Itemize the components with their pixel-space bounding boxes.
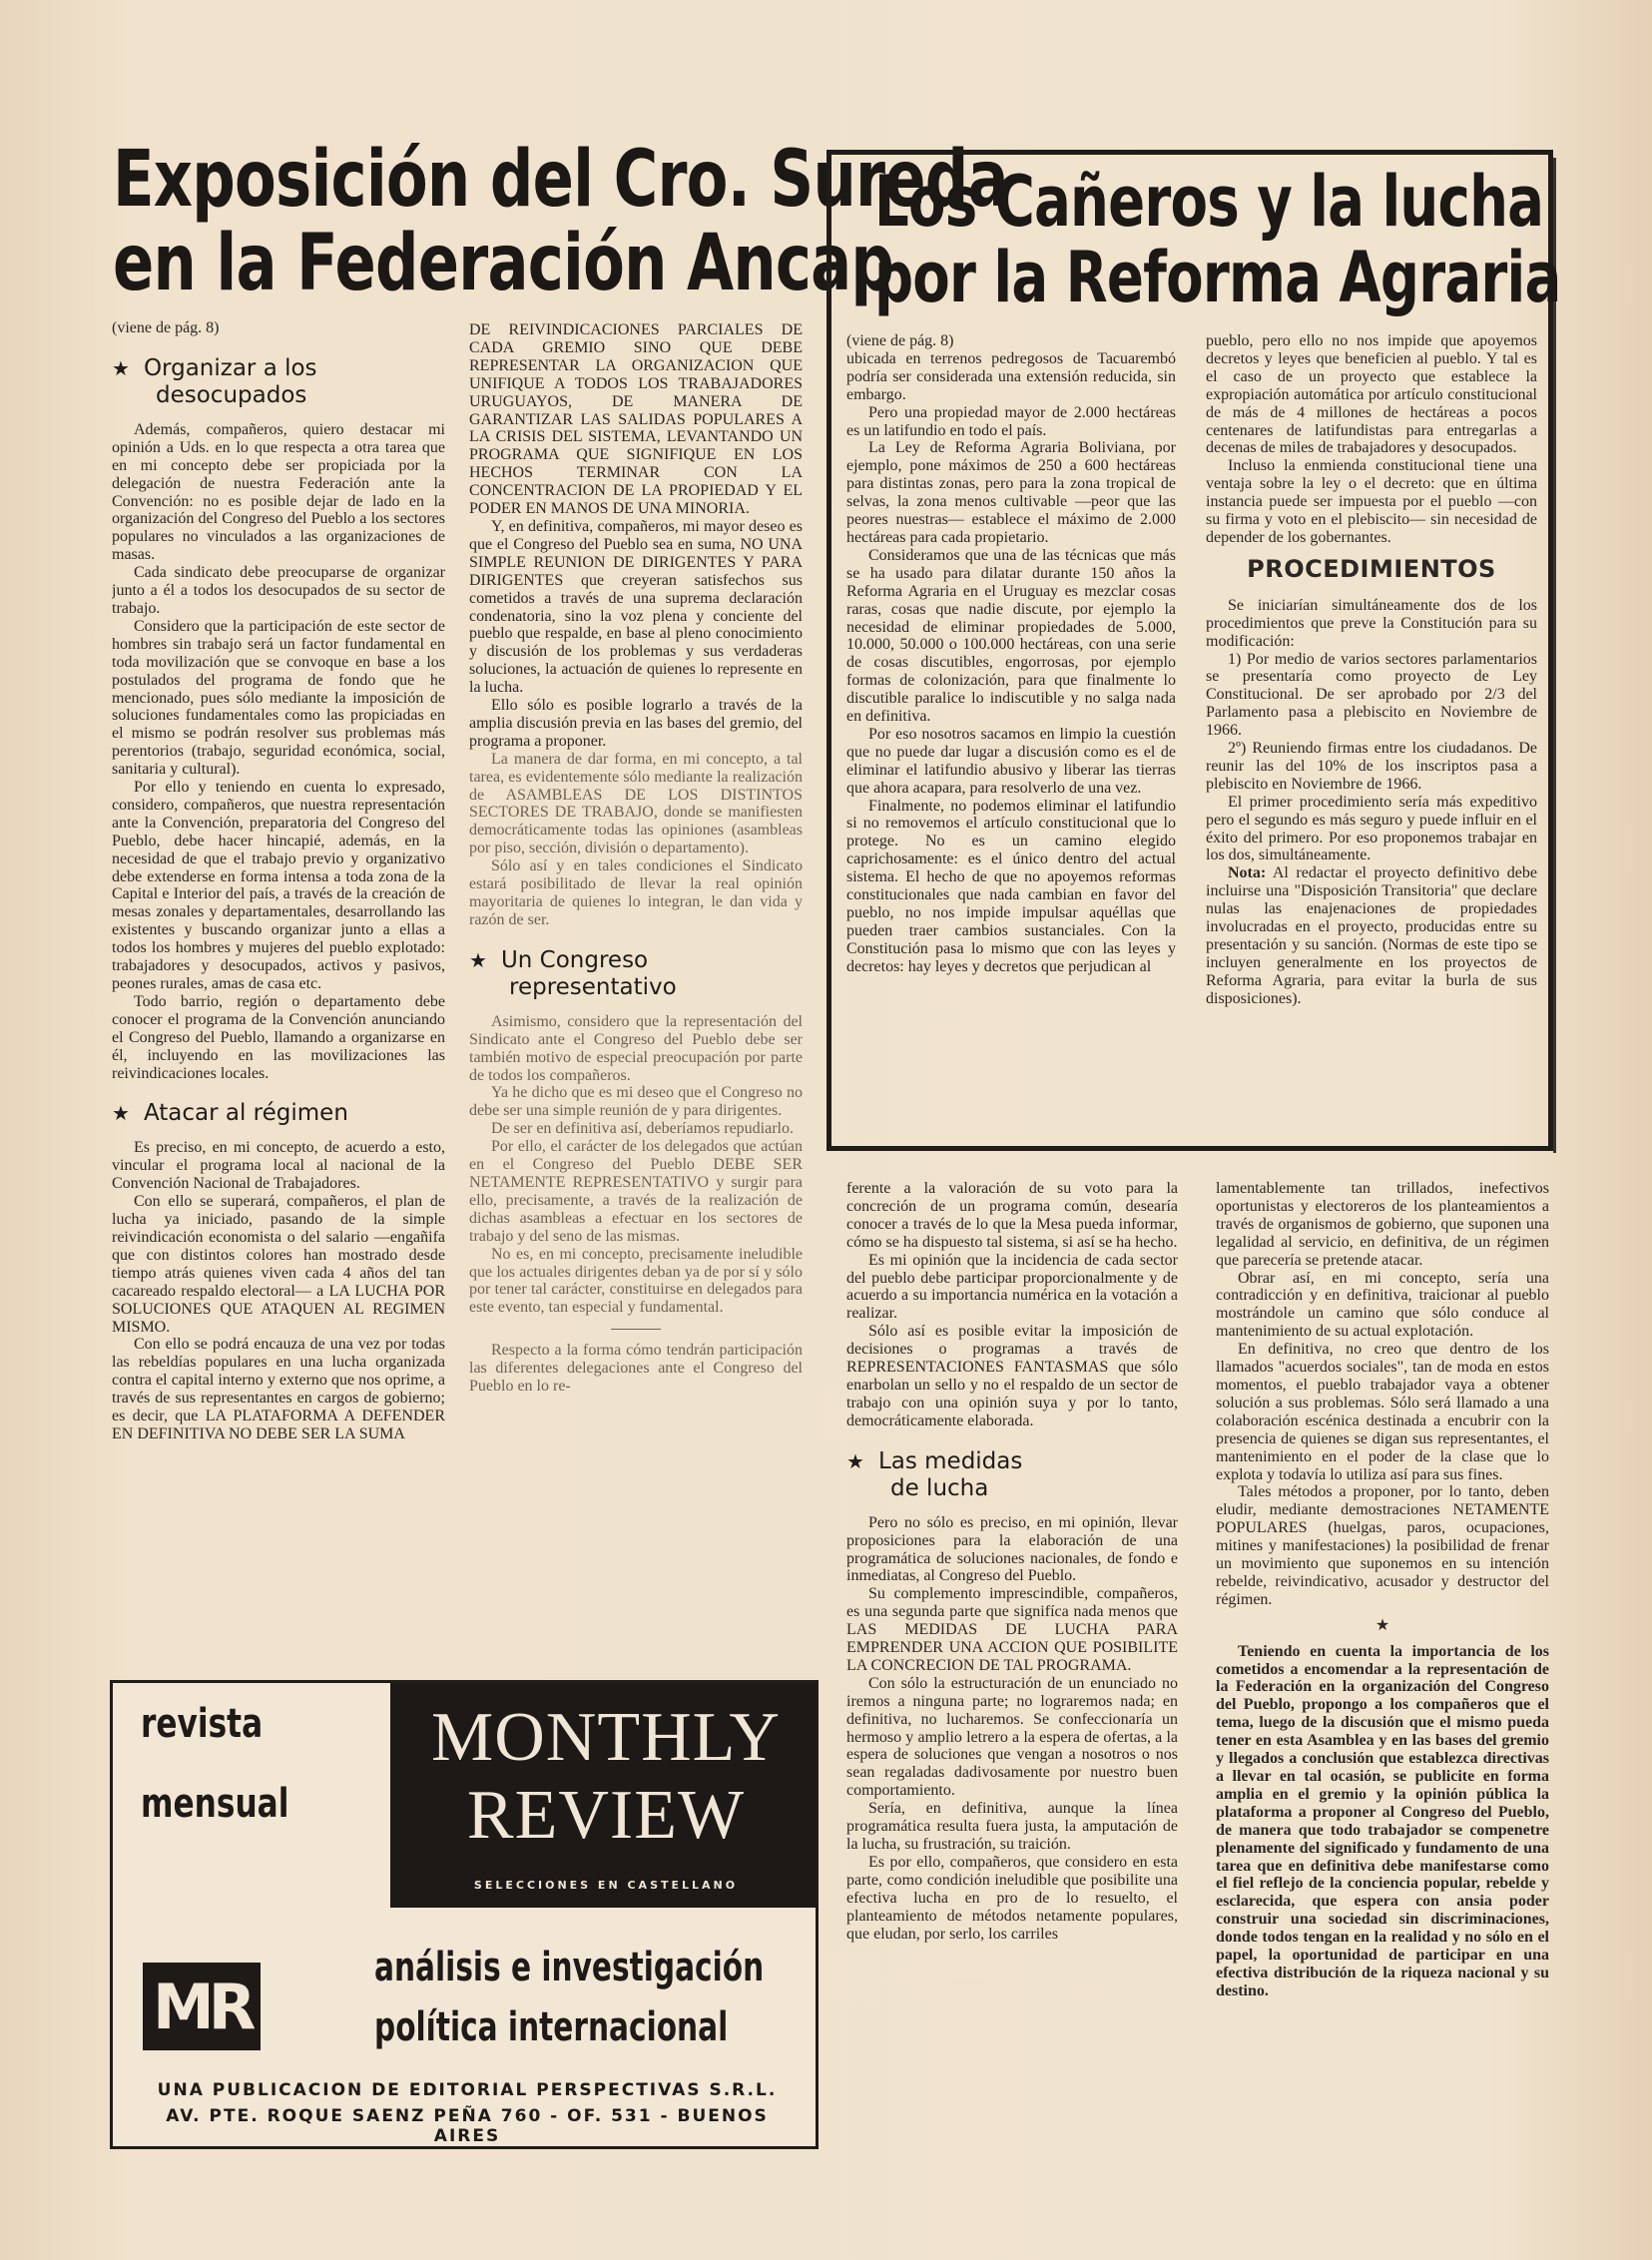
paragraph: Es preciso, en mi concepto, de acuerdo a esto, vincular el programa local al nacional de la Convención Nacional de Trabajadores.: [112, 1139, 445, 1193]
ad-selecciones: SELECCIONES EN CASTELLANO: [473, 1879, 739, 1892]
left-article-column-4: [1216, 1180, 1549, 2178]
paragraph: Con sólo la estructuración de un enunciado no iremos a ninguna parte; no lograremos nada; en definitiva, no lucharemos. Se confeccionaría un hermoso y amplio letrero a la espera de ofertas, a la espera de soluciones que vengan a nosotros o nos sean regaladas dadivosamente por nuestro buen comportamiento.: [846, 1674, 1178, 1800]
paragraph: Finalmente, no podemos eliminar el latifundio si no removemos el artículo constitucional que lo protege. No es un camino elegido caprichosamente: es el único dentro del actual sistema. El hecho de que no apoyemos reformas constitucionales que nada cambian en favor del pueblo, no nos impide impulsar aquéllas que pueden traer cambios sustanciales. Con la Constitución pasa lo mismo que con las leyes y decretos: hay leyes y decretos que perjudican al: [846, 797, 1176, 975]
left-title-line2: en la Federación Ancap: [113, 219, 894, 309]
paragraph: Además, compañeros, quiero destacar mi opinión a Uds. en lo que respecta a otra tarea que en mi concepto debe ser propiciada por la delegación de nuestra Federación ante la Convención: no es posible dejar de lado en la organización del Congreso del Pueblo a los sectores populares no vinculados a las organizaciones de masas.: [112, 420, 445, 564]
paragraph: Y, en definitiva, compañeros, mi mayor deseo es que el Congreso del Pueblo sea en suma, NO UNA SIMPLE REUNION DE DIRIGENTES Y PARA DIRIGENTES que creyeran satisfechos sus cometidos a través de una suprema declaración condenatoria, sino la voz plena y conciente del pueblo que respalde, en base al pleno conocimiento y discusión de los problemas y sus verdaderas soluciones, la actuación de quienes lo represente en la lucha.: [469, 517, 803, 697]
paragraph: Tales métodos a proponer, por lo tanto, deben eludir, mediante demostraciones NETAMENTE POPULARES (huelgas, paros, ocupaciones, mitines y manifestaciones) la posibilidad de frenar un movimiento que suponemos en su intención rebelde, reivindicativo, acusador y destructor del régimen.: [1216, 1483, 1549, 1608]
procedimientos-heading: PROCEDIMIENTOS: [1247, 554, 1496, 583]
left-article-column-3: [846, 1180, 1178, 2178]
paragraph: Asimismo, considero que la representación del Sindicato ante el Congreso del Pueblo debe ser también motivo de especial preocupación por parte de todos los compañeros.: [469, 1012, 803, 1084]
paragraph: Es mi opinión que la incidencia de cada sector del pueblo debe participar proporcionalmente y de acuerdo a su importancia numérica en la votación a realizar.: [846, 1251, 1178, 1323]
paragraph: Respecto a la forma cómo tendrán participación las diferentes delegaciones ante el Congreso del Pueblo en lo re-: [469, 1342, 803, 1396]
mr-logo: MR: [143, 1963, 261, 2050]
right-article-title: [874, 161, 1561, 318]
paragraph: Incluso la enmienda constitucional tiene una ventaja sobre la ley o el decreto: que en última instancia puede ser impuesta por el pueblo —con su firma y voto en el plebiscito— sin necesidad de depender de los gobernantes.: [1206, 457, 1537, 546]
right-title-line1: Los Cañeros y la lucha: [874, 161, 1544, 243]
paragraph: Nota: Al redactar el proyecto definitivo debe incluirse una "Disposición Transitoria" que declare nulas las enajenaciones de propiedades involucradas en el proyecto, producidas entre su presentación y su sanción. (Normas de este tipo se incluyen generalmente en los proyectos de Reforma Agraria, para evitar la burla de sus disposiciones).: [1206, 864, 1537, 1007]
paragraph: Sólo así es posible evitar la imposición de decisiones o programas a través de REPRESENTACIONES FANTASMAS que sólo enarbolan un sello y no el respaldo de un sector de trabajo con una opinión suya y por lo tanto, democráticamente elaborada.: [846, 1323, 1178, 1429]
paragraph: Sólo así y en tales condiciones el Sindicato estará posibilitado de llevar la real opinión mayoritaria de quienes lo integran, le dan vida y razón de ser.: [469, 857, 803, 928]
continuation-note: (viene de pág. 8): [846, 332, 954, 349]
paragraph: ferente a la valoración de su voto para la concreción de un programa común, desearía conocer a través de lo que la Mesa pueda informar, cómo se ha dispuesto tal sistema, si así se ha hecho.: [846, 1180, 1178, 1251]
ad-revista: revista: [141, 1701, 264, 1747]
ad-review: REVIEW: [466, 1777, 746, 1854]
paragraph: Pero no sólo es preciso, en mi opinión, llevar proposiciones para la elaboración de una programática de soluciones nacionales, de fondo e inmediatas, al Congreso del Pueblo.: [846, 1513, 1178, 1585]
paragraph: Consideramos que una de las técnicas que más se ha usado para dilatar durante 150 años la Reforma Agraria en el Uruguay es mezclar cosas raras, cosas que nadie discute, por ejemplo la necesidad de eliminar propiedades de 5.000, 10.000, 50.000 o 100.000 hectáreas, con una serie de cosas discutibles, engorrosas, por ejemplo formas de colonización, para que finalmente lo discutible paralice lo indiscutible y no salga nada en definitiva.: [846, 546, 1176, 726]
ad-monthly: MONTHLY: [431, 1699, 781, 1776]
monthly-review-advertisement: [110, 1680, 819, 2149]
paragraph: 2º) Reuniendo firmas entre los ciudadanos. De reunir las del 10% de los inscriptos pasa a plebiscito en Noviembre de 1966.: [1206, 740, 1537, 793]
right-title-line2: por la Reforma Agraria: [874, 236, 1561, 318]
star-icon: ★: [469, 947, 487, 972]
subheading-congreso: ★ Un Congreso representativo: [469, 946, 677, 1000]
ad-politica: política internacional: [374, 2004, 729, 2050]
paragraph: Cada sindicato debe preocuparse de organizar junto a él a todos los desocupados de su sector de trabajo.: [112, 564, 445, 617]
star-icon: ★: [112, 355, 130, 380]
paragraph: pueblo, pero ello no nos impide que apoyemos decretos y leyes que beneficien al pueblo. Y tal es el caso de un proyecto que establece la expropiación automática por artículo constitucional de más de 4 millones de hectáreas a pocos centenares de latifundistas para entregarlas a decenas de miles de trabajadores y desocupados.: [1206, 332, 1537, 457]
star-icon: ★: [112, 1101, 130, 1126]
paragraph: Su complemento imprescindible, compañeros, es una segunda parte que signifíca nada menos que LAS MEDIDAS DE LUCHA PARA EMPRENDER UNA ACCION QUE POSIBILITE LA CONCRECION DE TAL PROGRAMA.: [846, 1585, 1178, 1674]
ad-mensual: mensual: [141, 1781, 289, 1827]
paragraph: La manera de dar forma, en mi concepto, a tal tarea, es evidentemente sólo mediante la realización de ASAMBLEAS DE LOS DISTINTOS SECTORES DE TRABAJO, donde se manifiesten democráticamente todas las opiniones (asambleas por piso, sección, división o departamento).: [469, 750, 803, 857]
separator-rule: [611, 1329, 661, 1330]
paragraph: El primer procedimiento sería más expeditivo pero el segundo es más seguro y puede influir en el éxito del primero. Por eso proponemos trabajar en los dos, simultáneamente.: [1206, 793, 1537, 864]
paragraph: La Ley de Reforma Agraria Boliviana, por ejemplo, pone máximos de 250 a 600 hectáreas para distintas zonas, pero para la zona tropical de selvas, la zona menos cultivable —peor que las peores nuestras— establece el máximo de 2.000 hectáreas para cada propietario.: [846, 439, 1176, 546]
paragraph: Sería, en definitiva, aunque la línea programática resulta fuera justa, la amputación de la lucha, su frustración, su traición.: [846, 1800, 1178, 1853]
paragraph: Es por ello, compañeros, que considero en esta parte, como condición ineludible que posibilite una efectiva lucha en pro de lo resuelto, el planteamiento de métodos netamente populares, que eludan, por serlo, los carriles: [846, 1853, 1178, 1943]
ad-publisher-line1: UNA PUBLICACION DE EDITORIAL PERSPECTIVAS S.R.L.: [157, 2080, 778, 2100]
right-article-column-1: [846, 332, 1176, 1133]
paragraph: lamentablemente tan trillados, inefectivos oportunistas y electoreros de los planteamientos a través de organismos de gobierno, que suponen una legalidad al servicio, en definitiva, de un régimen que parecería se pretende atacar.: [1216, 1180, 1549, 1269]
left-title-line1: Exposición del Cro. Sureda: [113, 135, 1008, 225]
star-divider: ★: [1375, 1616, 1390, 1634]
ad-publisher-line2: AV. PTE. ROQUE SAENZ PEÑA 760 - OF. 531 - BUENOS AIRES: [166, 2106, 769, 2146]
left-article-column-2: [469, 321, 803, 1662]
left-article-column-1: [112, 319, 445, 1662]
paragraph: Por eso nosotros sacamos en limpio la cuestión que no puede dar lugar a discusión como es el de eliminar el latifundio abusivo y liberar las tierras que ahora acapara, para resolverlo de una vez.: [846, 725, 1176, 797]
paragraph: Considero que la participación de este sector de hombres sin trabajo será un factor fundamental en toda movilización que se convoque en base a los postulados del programa de fondo que he mencionado, pues sólo mediante la imposición de soluciones fundamentales como las propiciadas en el mismo se podrán resolver sus problemas más perentorios (trabajo, seguridad económica, social, sanitaria y cultural).: [112, 617, 445, 779]
paragraph: Con ello se podrá encauza de una vez por todas las rebeldías populares en una lucha organizada contra el capital interno y externo que nos oprime, a través de sus representantes en cargos de gobierno; es decir, que LA PLATAFORMA A DEFENDER EN DEFINITIVA NO DEBE SER LA SUMA: [112, 1336, 445, 1442]
paragraph: Teniendo en cuenta la importancia de los cometidos a encomendar a la representación de la Federación en la organización del Congreso del Pueblo, propongo a los compañeros que el tema, luego de la discusión que el mismo pueda tener en esta Asamblea y en las bases del gremio y llegados a conclusión que establezca directivas a llevar en tal ocasión, se publicite en forma amplia en el gremio y la opinión pública la plataforma a proponer al Congreso del Pueblo, de manera que todo trabajador se compenetre plenamente del significado y fundamento de una tarea que en definitiva debe manifestarse como el fiel reflejo de la conciencia popular, rebelde y esclarecida, que espera con ansia poder construir una sociedad sin discriminaciones, donde todos tengan en la realidad y no sólo en el papel, la oportunidad de participar en una efectiva distribución de la riqueza nacional y su destino.: [1216, 1642, 1549, 1999]
nota-label: Nota:: [1228, 864, 1267, 882]
paragraph: Pero una propiedad mayor de 2.000 hectáreas es un latifundio en todo el país.: [846, 403, 1176, 439]
paragraph: ubicada en terrenos pedregosos de Tacuarembó podría ser considerada una extensión reducida, sin embargo.: [846, 349, 1176, 403]
paragraph: DE REIVINDICACIONES PARCIALES DE CADA GREMIO SINO QUE DEBE REPRESENTAR LA ORGANIZACION QUE UNIFIQUE A TODOS LOS TRABAJADORES URUGUAYOS, DE MANERA DE GARANTIZAR LAS SALIDAS POPULARES A LA CRISIS DEL SISTEMA, LEVANTANDO UN PROGRAMA QUE SIGNIFIQUE EN LOS HECHOS TERMINAR CON LA CONCENTRACION DE LA PROPIEDAD Y EL PODER EN MANOS DE UNA MINORIA.: [469, 321, 803, 518]
subheading-atacar: ★ Atacar al régimen: [112, 1100, 348, 1127]
paragraph: 1) Por medio de varios sectores parlamentarios se presentaría como proyecto de Ley Constitucional. De ser aprobado por 2/3 del Parlamento pasa a plebiscito en Noviembre de 1966.: [1206, 650, 1537, 740]
paragraph: Por ello, el carácter de los delegados que actúan en el Congreso del Pueblo DEBE SER NETAMENTE REPRESENTATIVO y surgir para ello, precisamente, a través de la realización de dichas asambleas a efectuar en los sectores de trabajo y del seno de las mismas.: [469, 1138, 803, 1245]
subheading-organizar: ★ Organizar a los desocupados: [112, 354, 317, 408]
continuation-note: (viene de pág. 8): [112, 319, 220, 336]
paragraph: Ya he dicho que es mi deseo que el Congreso no debe ser una simple reunión de y para dirigentes.: [469, 1084, 803, 1120]
paragraph: Con ello se superará, compañeros, el plan de lucha ya iniciado, pasando de la simple reivindicación economista o del salario —engañifa que con distintos colores han mostrado desde tiempo atrás quienes viven cada 4 años del tan cacareado respaldo electoral— a LA LUCHA POR SOLUCIONES QUE ATAQUEN AL REGIMEN MISMO.: [112, 1193, 445, 1336]
paragraph: Por ello y teniendo en cuenta lo expresado, considero, compañeros, que nuestra representación ante la Convención, preparatoria del Congreso del Pueblo, debe hacer hincapié, además, en la necesidad de que el trabajo previo y organizativo debe extenderse en forma intensa a toda zona de la Capital e Interior del país, a través de la creación de mesas zonales y departamentales, desarrollando las existentes y buscando organizar junto a ellas a todos los hombres y mujeres del pueblo explotado: trabajadores y desocupados, activos y pasivos, peones rurales, amas de casa etc.: [112, 779, 445, 992]
paragraph: Todo barrio, región o departamento debe conocer el programa de la Convención anunciando el Congreso del Pueblo, llamando a organizarse en él, incluyendo en las movilizaciones las reivindicaciones locales.: [112, 992, 445, 1082]
paragraph: De ser en definitiva así, deberíamos repudiarlo.: [491, 1120, 794, 1138]
ad-analisis: análisis e investigación: [374, 1945, 765, 1990]
subheading-medidas: ★ Las medidas de lucha: [846, 1447, 1023, 1501]
paragraph: No es, en mi concepto, precisamente ineludible que los actuales dirigentes deban ya de por sí y sólo por tener tal carácter, constituirse en delegados para este evento, tan especial y fundamental.: [469, 1245, 803, 1317]
right-article-column-2: [1206, 332, 1537, 1133]
paragraph: Ello sólo es posible lograrlo a través de la amplia discusión previa en las bases del gremio, del programa a proponer.: [469, 697, 803, 750]
ad-title-block: [390, 1683, 819, 1908]
star-icon: ★: [846, 1448, 864, 1473]
paragraph: Obrar así, en mi concepto, sería una contradicción y en definitiva, traicionar al pueblo mostrándole un camino que sólo conduce al mantenimiento de su actual explotación.: [1216, 1269, 1549, 1341]
paragraph: En definitiva, no creo que dentro de los llamados "acuerdos sociales", tan de moda en estos momentos, el pueblo trabajador vaya a obtener solución a sus problemas. Sólo será llamado a una colaboración escénica destinada a encubrir con la presencia de quienes se digan sus representantes, el mantenimiento en el poder de la clase que lo explota y todavía lo utiliza así para sus fines.: [1216, 1341, 1549, 1483]
paragraph: Se iniciarían simultáneamente dos de los procedimientos que preve la Constitución para su modificación:: [1206, 596, 1537, 650]
